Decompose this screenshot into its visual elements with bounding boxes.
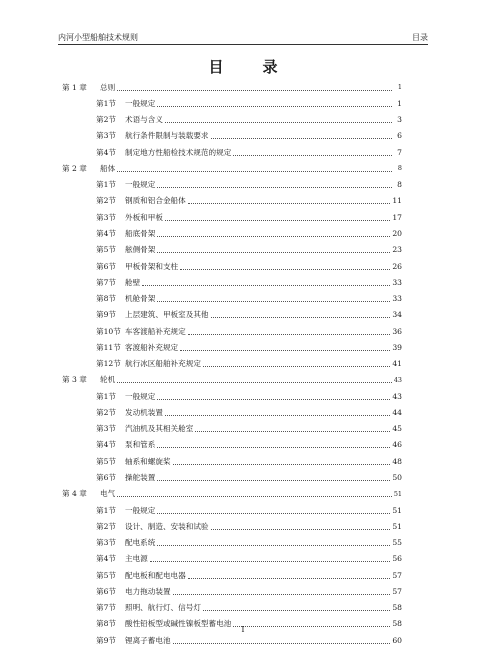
toc-dot-leader <box>117 171 392 172</box>
toc-entry-number: 第2节 <box>96 407 117 417</box>
toc-section-entry[interactable] <box>62 274 402 290</box>
toc-entry-page: 3 <box>397 115 402 125</box>
toc-section-entry[interactable] <box>62 567 402 583</box>
toc-section-entry[interactable] <box>62 225 402 241</box>
toc-dot-leader <box>157 545 390 546</box>
toc-entry-number: 第 2 章 <box>62 163 87 173</box>
toc-entry-title: 船底骨架 <box>125 229 156 239</box>
toc-entry-page: 57 <box>392 570 402 580</box>
toc-entry-title: 航行条件限制与装载要求 <box>125 131 209 141</box>
toc-entry-page: 8 <box>397 180 402 190</box>
toc-entry-page: 33 <box>392 277 402 287</box>
toc-entry-page: 56 <box>392 554 402 564</box>
toc-dot-leader <box>157 513 390 514</box>
toc-section-entry[interactable] <box>62 95 402 111</box>
toc-entry-page: 20 <box>392 229 402 239</box>
toc-entry-title: 主电源 <box>125 554 148 564</box>
toc-entry-number: 第3节 <box>96 424 117 434</box>
toc-dot-leader <box>165 220 390 221</box>
toc-section-entry[interactable] <box>62 128 402 144</box>
toc-entry-page: 43 <box>392 391 402 401</box>
toc-entry-page: 58 <box>392 619 402 629</box>
toc-section-entry[interactable] <box>62 258 402 274</box>
toc-entry-page: 34 <box>392 310 402 320</box>
toc-entry-title: 一般规定 <box>125 180 156 190</box>
toc-dot-leader <box>165 415 390 416</box>
toc-entry-page: 17 <box>392 212 402 222</box>
toc-section-entry[interactable] <box>62 502 402 518</box>
toc-section-entry[interactable] <box>62 144 402 160</box>
toc-dot-leader <box>157 480 390 481</box>
toc-section-entry[interactable] <box>62 404 402 420</box>
toc-entry-number: 第9节 <box>96 635 117 645</box>
table-of-contents <box>62 79 402 648</box>
toc-entry-number: 第1节 <box>96 98 117 108</box>
toc-section-entry[interactable] <box>62 242 402 258</box>
toc-entry-page: 55 <box>392 538 402 548</box>
toc-dot-leader <box>173 464 391 465</box>
toc-dot-leader <box>180 269 390 270</box>
toc-entry-title: 一般规定 <box>125 505 156 515</box>
toc-section-entry[interactable] <box>62 323 402 339</box>
toc-entry-title: 客渡船补充规定 <box>125 342 179 352</box>
toc-entry-title: 电气 <box>100 489 116 499</box>
toc-entry-number: 第4节 <box>96 147 117 157</box>
toc-entry-number: 第6节 <box>96 261 117 271</box>
toc-entry-number: 第2节 <box>96 196 117 206</box>
toc-entry-page: 6 <box>397 131 402 141</box>
toc-entry-title: 机舱骨架 <box>125 294 156 304</box>
toc-section-entry[interactable] <box>62 600 402 616</box>
toc-entry-number: 第 1 章 <box>62 82 87 92</box>
toc-dot-leader <box>117 90 392 91</box>
toc-entry-page: 33 <box>392 294 402 304</box>
page-number: I <box>241 625 245 634</box>
toc-entry-page: 57 <box>392 586 402 596</box>
toc-dot-leader <box>157 399 390 400</box>
toc-entry-title: 总则 <box>100 82 116 92</box>
toc-dot-leader <box>188 334 391 335</box>
toc-entry-number: 第10节 <box>96 326 121 336</box>
toc-section-entry[interactable] <box>62 177 402 193</box>
page-title: 目 录 <box>208 58 290 76</box>
toc-entry-page: 58 <box>392 603 402 613</box>
toc-dot-leader <box>157 252 390 253</box>
toc-entry-number: 第1节 <box>96 391 117 401</box>
toc-entry-page: 41 <box>392 359 402 369</box>
toc-section-entry[interactable] <box>62 388 402 404</box>
toc-entry-title: 航行冰区船舶补充规定 <box>125 359 201 369</box>
toc-section-entry[interactable] <box>62 518 402 534</box>
toc-section-entry[interactable] <box>62 112 402 128</box>
toc-chapter-entry[interactable] <box>62 486 402 502</box>
toc-entry-page: 1 <box>397 83 402 92</box>
toc-entry-page: 46 <box>392 440 402 450</box>
toc-section-entry[interactable] <box>62 290 402 306</box>
toc-entry-page: 60 <box>392 635 402 645</box>
toc-section-entry[interactable] <box>62 307 402 323</box>
toc-entry-page: 48 <box>392 456 402 466</box>
toc-entry-title: 术语与含义 <box>125 115 163 125</box>
toc-section-entry[interactable] <box>62 421 402 437</box>
toc-entry-page: 51 <box>392 505 402 515</box>
toc-section-entry[interactable] <box>62 551 402 567</box>
toc-entry-number: 第12节 <box>96 359 121 369</box>
toc-dot-leader <box>117 382 392 383</box>
toc-entry-number: 第 3 章 <box>62 375 87 385</box>
toc-entry-page: 43 <box>393 375 402 384</box>
toc-entry-title: 电力拖动装置 <box>125 586 171 596</box>
toc-entry-number: 第2节 <box>96 521 117 531</box>
toc-entry-title: 一般规定 <box>125 391 156 401</box>
toc-dot-leader <box>211 138 392 139</box>
toc-entry-number: 第1节 <box>96 180 117 190</box>
toc-entry-page: 11 <box>392 196 402 206</box>
toc-entry-page: 44 <box>392 407 402 417</box>
toc-dot-leader <box>195 431 390 432</box>
header-document-title: 内河小型船舶技术规则 <box>58 33 138 42</box>
toc-dot-leader <box>203 366 390 367</box>
toc-entry-title: 泵和管系 <box>125 440 156 450</box>
header-section-name: 目录 <box>412 33 428 42</box>
toc-dot-leader <box>188 578 391 579</box>
toc-dot-leader <box>180 350 390 351</box>
toc-dot-leader <box>150 561 391 562</box>
toc-entry-number: 第7节 <box>96 603 117 613</box>
toc-entry-page: 26 <box>392 261 402 271</box>
toc-entry-page: 51 <box>392 521 402 531</box>
toc-entry-page: 36 <box>392 326 402 336</box>
toc-entry-title: 轮机 <box>100 375 116 385</box>
toc-entry-number: 第8节 <box>96 619 117 629</box>
toc-section-entry[interactable] <box>62 339 402 355</box>
toc-entry-title: 配电板和配电电器 <box>125 570 186 580</box>
toc-dot-leader <box>142 285 390 286</box>
toc-entry-number: 第4节 <box>96 554 117 564</box>
toc-dot-leader <box>211 317 391 318</box>
toc-chapter-entry[interactable] <box>62 372 402 388</box>
toc-dot-leader <box>157 447 390 448</box>
toc-entry-number: 第 4 章 <box>62 489 87 499</box>
toc-section-entry[interactable] <box>62 469 402 485</box>
toc-entry-number: 第2节 <box>96 115 117 125</box>
toc-section-entry[interactable] <box>62 534 402 550</box>
toc-entry-number: 第3节 <box>96 538 117 548</box>
page-header <box>58 30 428 45</box>
toc-section-entry[interactable] <box>62 209 402 225</box>
toc-entry-page: 23 <box>392 245 402 255</box>
toc-entry-page: 8 <box>397 164 402 173</box>
toc-entry-number: 第9节 <box>96 310 117 320</box>
toc-entry-number: 第1节 <box>96 505 117 515</box>
toc-entry-title: 照明、航行灯、信号灯 <box>125 603 201 613</box>
toc-entry-title: 发动机装置 <box>125 407 163 417</box>
toc-section-entry[interactable] <box>62 583 402 599</box>
toc-entry-page: 45 <box>392 424 402 434</box>
toc-entry-number: 第5节 <box>96 245 117 255</box>
toc-entry-number: 第6节 <box>96 473 117 482</box>
toc-section-entry[interactable] <box>62 632 402 648</box>
toc-dot-leader <box>188 203 391 204</box>
toc-entry-page: 39 <box>392 342 402 352</box>
toc-entry-number: 第6节 <box>96 586 117 596</box>
toc-entry-title: 配电系统 <box>125 538 156 548</box>
toc-section-entry[interactable] <box>62 437 402 453</box>
toc-entry-title: 上层建筑、甲板室及其他 <box>125 310 209 320</box>
toc-dot-leader <box>157 187 392 188</box>
toc-entry-title: 车客渡船补充规定 <box>125 326 186 336</box>
toc-entry-number: 第4节 <box>96 229 117 239</box>
toc-entry-title: 酸性铅板型或碱性镍板型蓄电池 <box>125 619 232 629</box>
toc-entry-title: 制定地方性船检技术规范的规定 <box>125 147 232 157</box>
toc-entry-number: 第11节 <box>96 342 121 352</box>
toc-dot-leader <box>211 529 391 530</box>
toc-section-entry[interactable] <box>62 453 402 469</box>
toc-entry-page: 7 <box>397 147 402 157</box>
toc-chapter-entry[interactable] <box>62 79 402 95</box>
toc-dot-leader <box>117 496 392 497</box>
toc-chapter-entry[interactable] <box>62 160 402 176</box>
toc-entry-title: 钢质和铝合金船体 <box>125 196 186 206</box>
toc-entry-number: 第3节 <box>96 212 117 222</box>
toc-dot-leader <box>173 643 391 644</box>
toc-entry-number: 第7节 <box>96 277 117 287</box>
toc-entry-title: 操舵装置 <box>125 473 156 482</box>
toc-entry-title: 设计、制造、安装和试验 <box>125 521 209 531</box>
toc-entry-number: 第5节 <box>96 570 117 580</box>
toc-entry-title: 舷侧骨架 <box>125 245 156 255</box>
toc-entry-title: 船体 <box>100 163 116 173</box>
toc-section-entry[interactable] <box>62 356 402 372</box>
toc-entry-title: 舱壁 <box>125 277 141 287</box>
toc-entry-page: 50 <box>392 473 402 482</box>
toc-entry-number: 第8节 <box>96 294 117 304</box>
toc-entry-number: 第4节 <box>96 440 117 450</box>
toc-entry-title: 外板和甲板 <box>125 212 163 222</box>
toc-dot-leader <box>157 301 390 302</box>
toc-entry-number: 第3节 <box>96 131 117 141</box>
toc-entry-title: 汽油机及其相关舱室 <box>125 424 194 434</box>
toc-dot-leader <box>233 155 392 156</box>
toc-entry-page: 1 <box>397 98 402 108</box>
toc-dot-leader <box>157 236 390 237</box>
toc-entry-page: 51 <box>393 489 402 498</box>
toc-entry-title: 轴系和螺旋桨 <box>125 456 171 466</box>
toc-entry-title: 一般规定 <box>125 98 156 108</box>
toc-dot-leader <box>165 122 392 123</box>
toc-section-entry[interactable] <box>62 193 402 209</box>
toc-dot-leader <box>173 594 391 595</box>
toc-entry-number: 第5节 <box>96 456 117 466</box>
toc-entry-title: 甲板骨架和支柱 <box>125 261 179 271</box>
toc-dot-leader <box>203 610 390 611</box>
toc-entry-title: 锂离子蓄电池 <box>125 635 171 645</box>
toc-dot-leader <box>157 106 392 107</box>
